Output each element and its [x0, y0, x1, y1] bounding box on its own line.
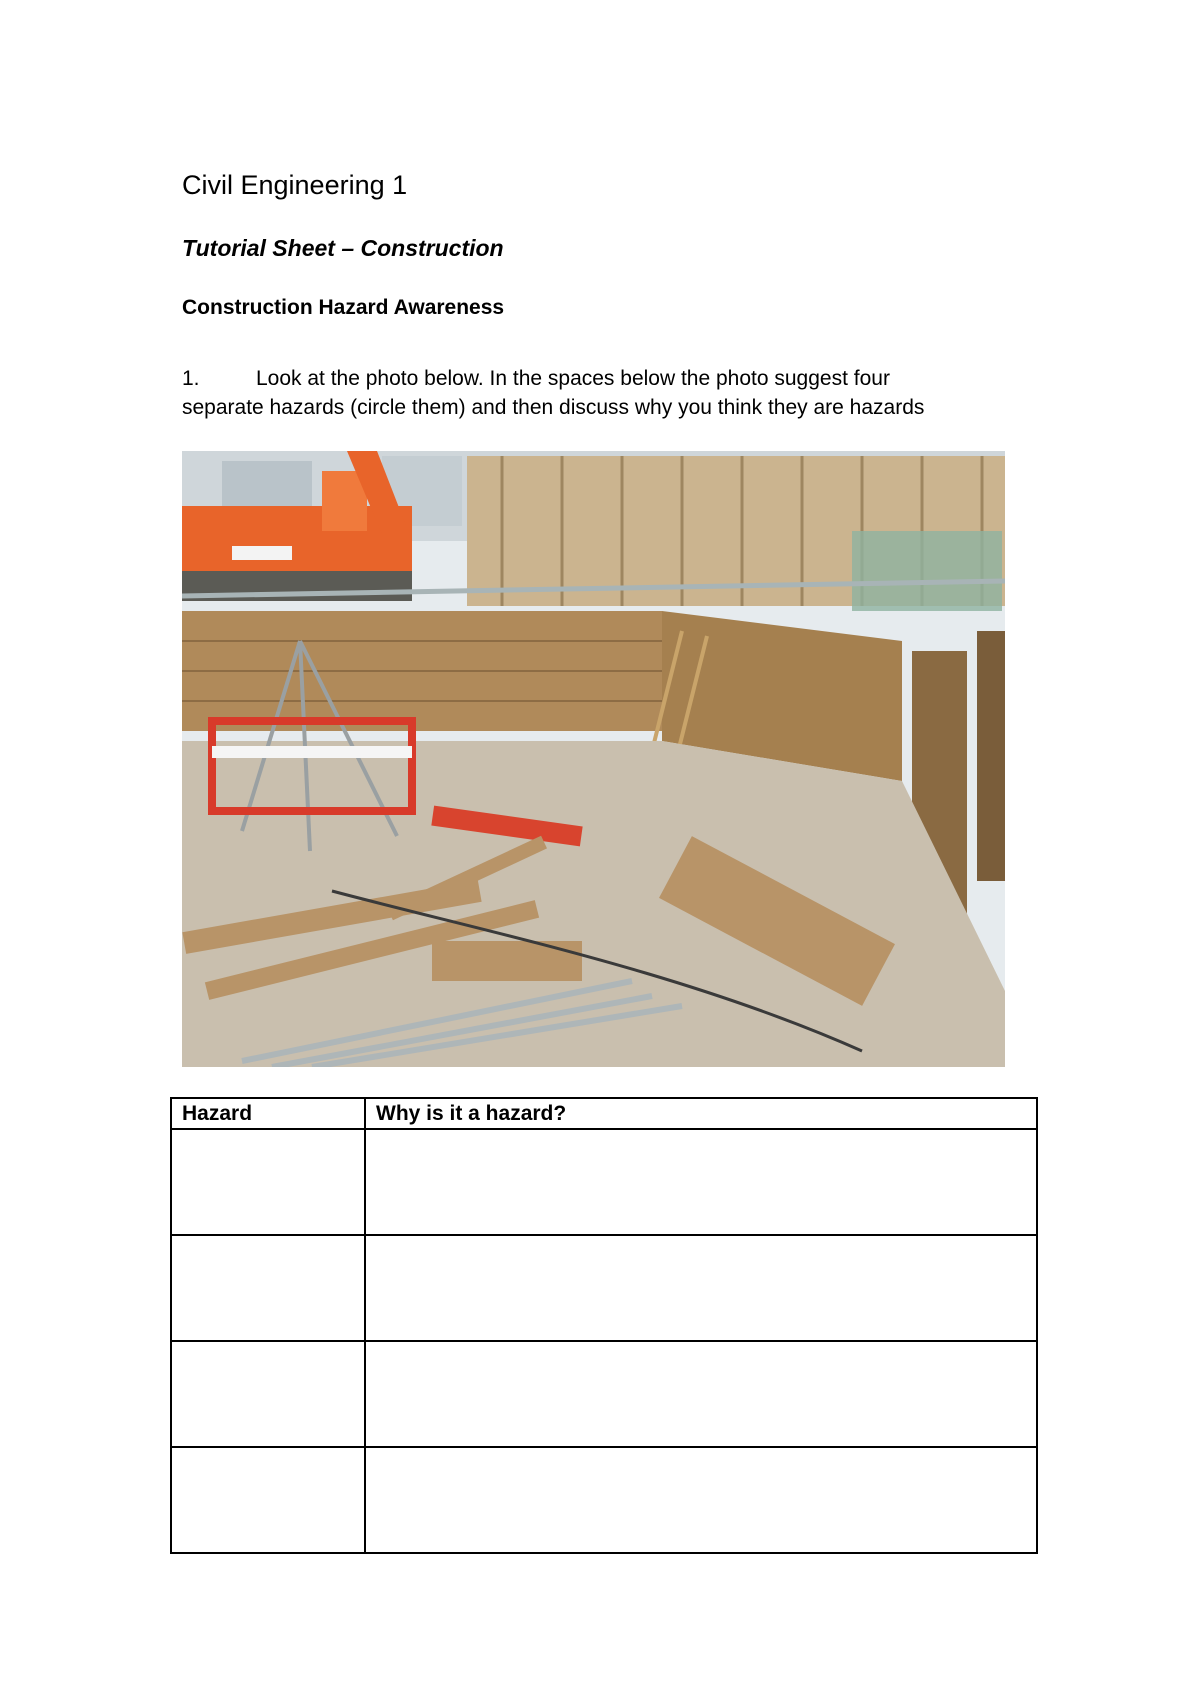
- table-row: [171, 1235, 1037, 1341]
- why-cell[interactable]: [365, 1129, 1037, 1235]
- table-row: [171, 1129, 1037, 1235]
- column-header-why: Why is it a hazard?: [365, 1098, 1037, 1129]
- question-number: 1.: [182, 367, 200, 390]
- column-header-hazard: Hazard: [171, 1098, 365, 1129]
- question-text-line1: Look at the photo below. In the spaces below the photo suggest four: [256, 367, 890, 390]
- hazard-cell[interactable]: [171, 1341, 365, 1447]
- hazard-table: [170, 1097, 1038, 1554]
- construction-site-photo: [182, 451, 1005, 1067]
- document-subtitle: Tutorial Sheet – Construction: [182, 235, 504, 261]
- question-1: [182, 364, 1012, 422]
- hazard-cell[interactable]: [171, 1129, 365, 1235]
- section-heading: Construction Hazard Awareness: [182, 296, 505, 319]
- question-text-line2: separate hazards (circle them) and then discuss why you think they are hazards: [182, 396, 925, 419]
- why-cell[interactable]: [365, 1341, 1037, 1447]
- table-row: [171, 1447, 1037, 1553]
- table-header-row: [171, 1098, 1037, 1129]
- why-cell[interactable]: [365, 1447, 1037, 1553]
- why-cell[interactable]: [365, 1235, 1037, 1341]
- hazard-cell[interactable]: [171, 1447, 365, 1553]
- hazard-cell[interactable]: [171, 1235, 365, 1341]
- table-row: [171, 1341, 1037, 1447]
- document-title: Civil Engineering 1: [182, 170, 408, 200]
